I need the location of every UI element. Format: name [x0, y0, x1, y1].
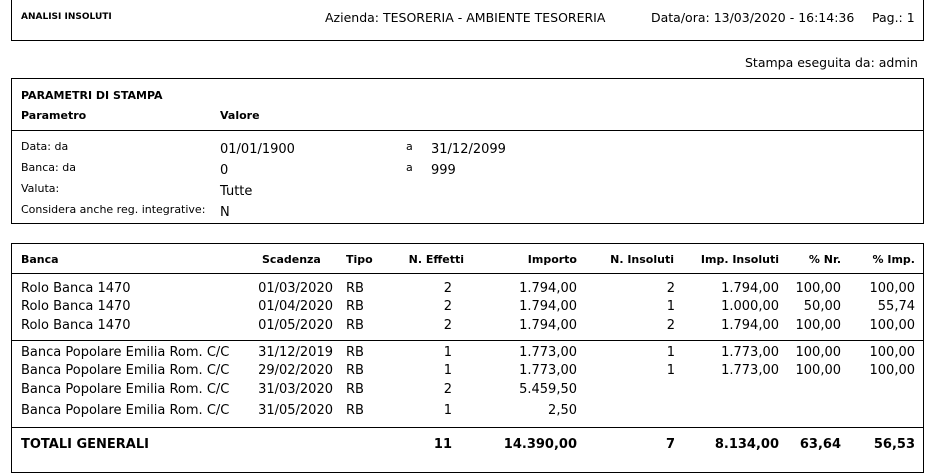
cell-due-date: 29/02/2020 — [258, 363, 333, 378]
cell-pct-amount: 100,00 — [869, 363, 915, 378]
cell-type: RB — [346, 363, 364, 378]
parameter-column-header: Parametro — [21, 109, 87, 122]
cell-bank: Banca Popolare Emilia Rom. C/C — [21, 403, 230, 418]
totals-n-unpaid: 7 — [665, 437, 675, 452]
cell-n-unpaid: 2 — [666, 318, 675, 333]
cell-amount: 5.459,50 — [519, 382, 577, 397]
cell-type: RB — [346, 403, 364, 418]
cell-bank: Rolo Banca 1470 — [21, 318, 131, 333]
parameter-range-separator: a — [406, 140, 413, 153]
parameter-value: N — [220, 205, 230, 220]
cell-type: RB — [346, 345, 364, 360]
parameter-value: Tutte — [220, 184, 253, 199]
datetime-label: Data/ora: 13/03/2020 - 16:14:36 — [651, 10, 855, 25]
parameters-title: PARAMETRI DI STAMPA — [21, 89, 163, 102]
column-header-amount: Importo — [527, 253, 577, 266]
cell-n-effects: 2 — [443, 281, 452, 296]
cell-due-date: 01/04/2020 — [258, 299, 333, 314]
cell-type: RB — [346, 281, 364, 296]
cell-pct-amount: 100,00 — [869, 318, 915, 333]
cell-unpaid-amount: 1.794,00 — [721, 318, 779, 333]
parameter-label: Considera anche reg. integrative: — [21, 203, 206, 216]
cell-pct-number: 100,00 — [795, 345, 841, 360]
cell-n-unpaid: 1 — [666, 299, 675, 314]
cell-due-date: 31/05/2020 — [258, 403, 333, 418]
cell-due-date: 31/03/2020 — [258, 382, 333, 397]
cell-pct-number: 100,00 — [795, 318, 841, 333]
cell-due-date: 01/05/2020 — [258, 318, 333, 333]
cell-amount: 2,50 — [548, 403, 577, 418]
parameter-range-end: 999 — [431, 163, 456, 178]
cell-n-effects: 1 — [443, 363, 452, 378]
cell-n-unpaid: 2 — [666, 281, 675, 296]
page-number: Pag.: 1 — [872, 10, 915, 25]
cell-type: RB — [346, 299, 364, 314]
cell-n-effects: 2 — [443, 299, 452, 314]
cell-unpaid-amount: 1.773,00 — [721, 363, 779, 378]
column-header-n-unpaid: N. Insoluti — [610, 253, 674, 266]
parameter-label: Valuta: — [21, 182, 60, 195]
column-header-type: Tipo — [346, 253, 373, 266]
cell-type: RB — [346, 318, 364, 333]
report-title: ANALISI INSOLUTI — [21, 12, 112, 22]
cell-bank: Rolo Banca 1470 — [21, 281, 131, 296]
cell-bank: Banca Popolare Emilia Rom. C/C — [21, 363, 230, 378]
table-header-divider — [11, 273, 924, 274]
totals-pct-amount: 56,53 — [873, 437, 915, 452]
cell-n-effects: 2 — [443, 318, 452, 333]
totals-pct-number: 63,64 — [799, 437, 841, 452]
cell-bank: Banca Popolare Emilia Rom. C/C — [21, 345, 230, 360]
parameter-range-separator: a — [406, 161, 413, 174]
totals-amount: 14.390,00 — [503, 437, 577, 452]
cell-unpaid-amount: 1.773,00 — [721, 345, 779, 360]
cell-pct-number: 100,00 — [795, 281, 841, 296]
cell-bank: Rolo Banca 1470 — [21, 299, 131, 314]
cell-n-unpaid: 1 — [666, 363, 675, 378]
cell-n-effects: 2 — [443, 382, 452, 397]
totals-n-effects: 11 — [433, 437, 452, 452]
cell-bank: Banca Popolare Emilia Rom. C/C — [21, 382, 230, 397]
totals-divider — [11, 427, 924, 428]
cell-due-date: 31/12/2019 — [258, 345, 333, 360]
company-label: Azienda: TESORERIA - AMBIENTE TESORERIA — [325, 10, 606, 25]
parameter-range-end: 31/12/2099 — [431, 142, 506, 157]
cell-pct-amount: 100,00 — [869, 281, 915, 296]
parameter-value: 0 — [220, 163, 229, 178]
cell-pct-amount: 100,00 — [869, 345, 915, 360]
cell-amount: 1.794,00 — [519, 299, 577, 314]
cell-n-effects: 1 — [443, 345, 452, 360]
parameter-label: Data: da — [21, 140, 69, 153]
cell-amount: 1.794,00 — [519, 281, 577, 296]
parameter-label: Banca: da — [21, 161, 76, 174]
column-header-bank: Banca — [21, 253, 59, 266]
cell-pct-amount: 55,74 — [877, 299, 915, 314]
cell-pct-number: 100,00 — [795, 363, 841, 378]
cell-unpaid-amount: 1.000,00 — [721, 299, 779, 314]
column-header-pct-number: % Nr. — [808, 253, 841, 266]
column-header-unpaid-amount: Imp. Insoluti — [700, 253, 779, 266]
cell-pct-number: 50,00 — [803, 299, 841, 314]
cell-type: RB — [346, 382, 364, 397]
printed-by: Stampa eseguita da: admin — [745, 55, 918, 70]
column-header-due-date: Scadenza — [262, 253, 321, 266]
cell-due-date: 01/03/2020 — [258, 281, 333, 296]
column-header-n-effects: N. Effetti — [408, 253, 464, 266]
group-separator — [11, 340, 924, 341]
parameters-divider — [11, 130, 924, 131]
totals-label: TOTALI GENERALI — [21, 437, 149, 452]
cell-amount: 1.794,00 — [519, 318, 577, 333]
cell-n-unpaid: 1 — [666, 345, 675, 360]
cell-amount: 1.773,00 — [519, 345, 577, 360]
cell-amount: 1.773,00 — [519, 363, 577, 378]
value-column-header: Valore — [220, 109, 260, 122]
parameter-value: 01/01/1900 — [220, 142, 295, 157]
cell-n-effects: 1 — [443, 403, 452, 418]
column-header-pct-amount: % Imp. — [872, 253, 915, 266]
totals-unpaid-amount: 8.134,00 — [714, 437, 779, 452]
cell-unpaid-amount: 1.794,00 — [721, 281, 779, 296]
